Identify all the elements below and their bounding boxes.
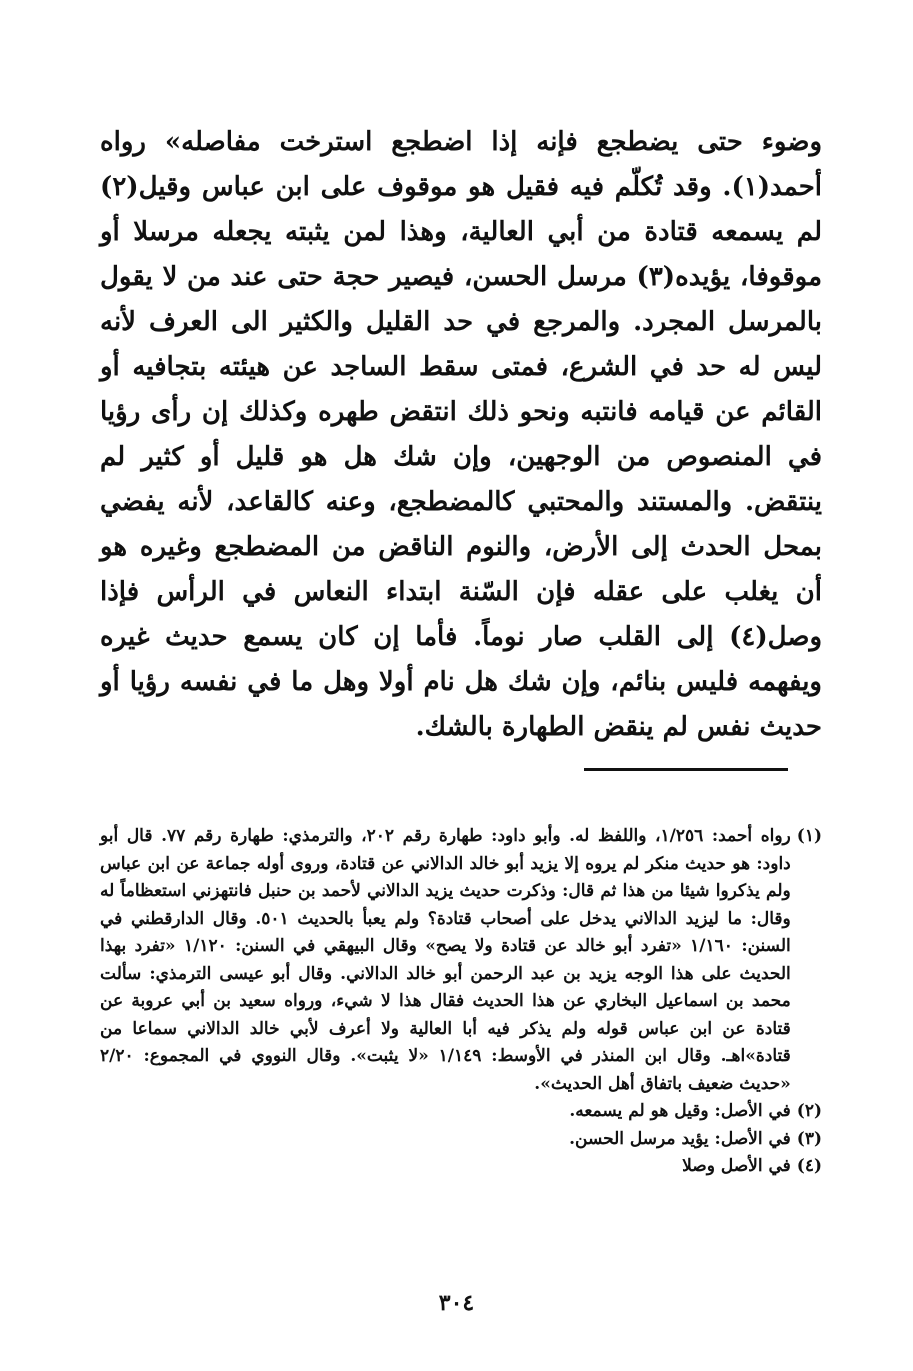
body-paragraph: وضوء حتى يضطجع فإنه إذا اضطجع استرخت مفاصله» رواه أحمد(١). وقد تُكلّم فيه فقيل هو موقوف على ابن عباس وقيل(٢) لم يسمعه قتادة من أبي العالية، وهذا لمن يثبته يجعله مرسلا أو موقوفا، يؤيده(٣) مرسل الحسن، فيصير حجة حتى عند من لا يقول بالمرسل المجرد. والمرجع في حد القليل والكثير الى العرف لأنه ليس له حد في الشرع، فمتى سقط الساجد عن هيئته بتجافيه أو القائم عن قيامه فانتبه ونحو ذلك انتقض طهره وكذلك إن رأى رؤيا في المنصوص من الوجهين، وإن شك هل هو قليل أو كثير لم ينتقض. والمستند والمحتبي كالمضطجع، وعنه كالقاعد، لأنه يفضي بمحل الحدث إلى الأرض، والنوم الناقض من المضطجع وغيره هو أن يغلب على عقله فإن السّنة ابتداء النعاس في الرأس فإذا وصل(٤) إلى القلب صار نوماً. فأما إن كان يسمع حديث غيره ويفهمه فليس بنائم، وإن شك هل نام أولا وهل ما في نفسه رؤيا أو حديث نفس لم ينقض الطهارة بالشك. [100,127,823,742]
main-text-block [100,120,822,750]
footnote-4 [100,1153,822,1181]
footnote-separator-line [584,768,788,771]
footnote-1 [100,823,822,1098]
footnote-number: (٣) [796,1128,822,1149]
page-number: ٣٠٤ [438,1290,475,1316]
footnote-text: في الأصل: يؤيد مرسل الحسن. [569,1128,791,1149]
footnote-3 [100,1126,822,1154]
footnote-number: (١) [796,826,822,846]
footnotes-block [100,823,822,1181]
footnote-2 [100,1098,822,1126]
footnote-text: رواه أحمد: ١/٢٥٦، واللفظ له. وأبو داود: طهارة رقم ٢٠٢، والترمذي: طهارة رقم ٧٧. قال أبو داود: هو حديث منكر لم يروه إلا يزيد أبو خالد الدالاني عن قتادة، وروى أوله جماعة عن ابن عباس ولم يذكروا شيئا من هذا ثم قال: وذكرت حديث يزيد الدالاني لأحمد بن حنبل فانتهزني استعظاماً له وقال: ما ليزيد الدالاني يدخل على أصحاب قتادة؟ ولم يعبأ بالحديث ٥٠١. وقال الدارقطني في السنن: ١/١٦٠ «تفرد أبو خالد عن قتادة ولا يصح» وقال البيهقي في السنن: ١/١٢٠ «تفرد بهذا الحديث على هذا الوجه يزيد بن عبد الرحمن أبو خالد الدالاني. وقال أبو عيسى الترمذي: سألت محمد بن اسماعيل البخاري عن هذا الحديث فقال هذا لا شيء، ورواه سعيد بن أبي عروبة عن قتادة عن ابن عباس قوله ولم يذكر فيه أبا العالية ولا أعرف لأبي خالد الدالاني سماعا من قتادة»اهـ. وقال ابن المنذر في الأوسط: ١/١٤٩ «لا يثبت». وقال النووي في المجموع: ٢/٢٠ «حديث ضعيف باتفاق أهل الحديث». [100,826,791,1094]
footnote-text: في الأصل: وقيل هو لم يسمعه. [569,1101,791,1121]
footnote-text: في الأصل وصلا [682,1156,791,1176]
footnote-number: (٢) [796,1101,822,1121]
footnote-number: (٤) [796,1156,822,1176]
